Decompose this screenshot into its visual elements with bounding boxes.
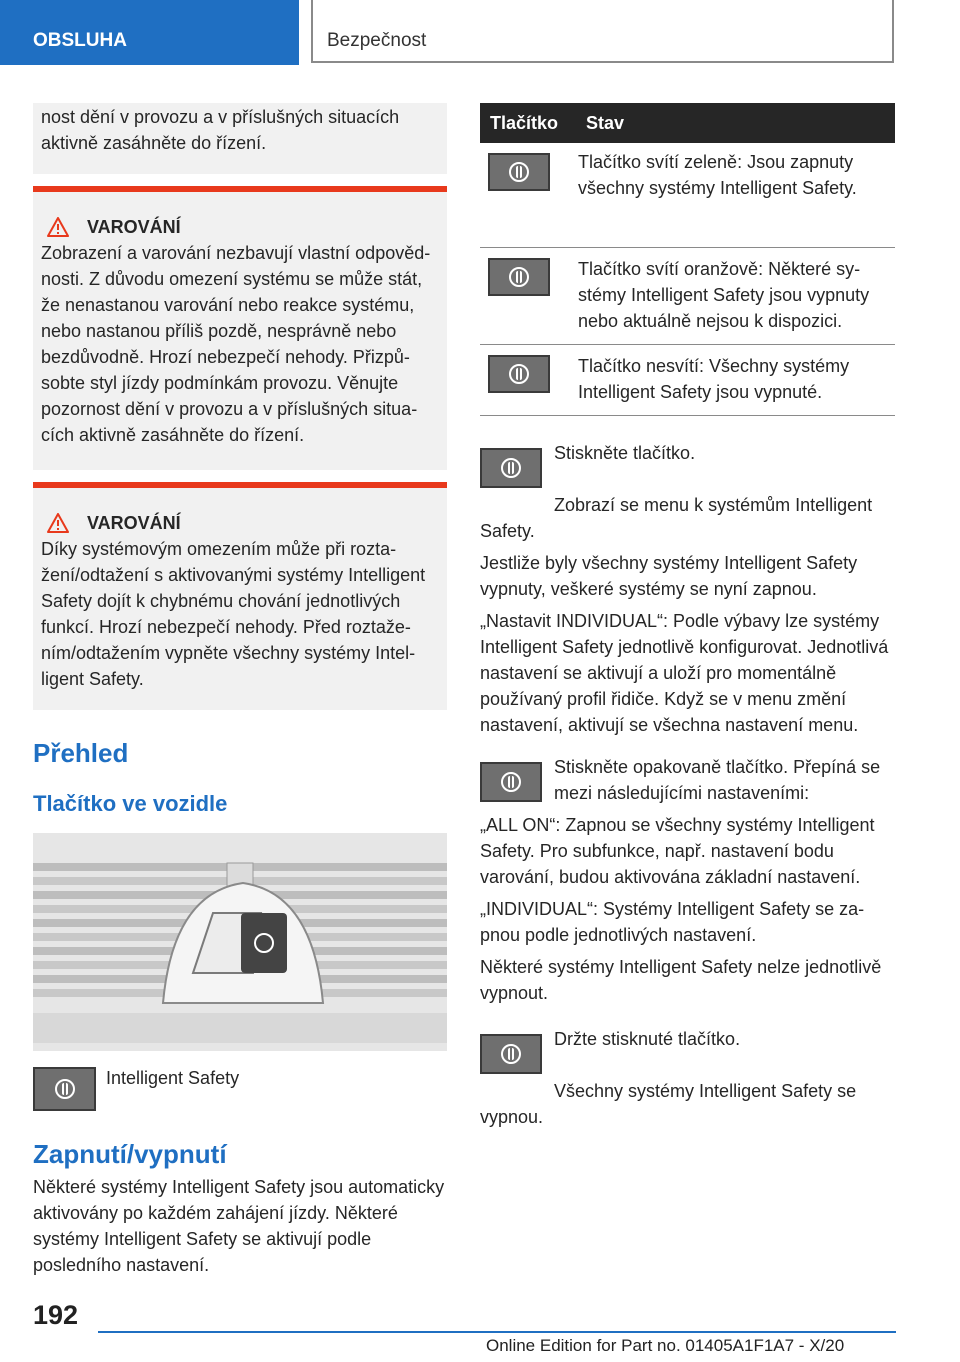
heading-onoff: Zapnutí/vypnutí bbox=[33, 1139, 227, 1169]
intro-text: nost dění v provozu a v příslušných situacích aktivně zasáhněte do řízení. bbox=[41, 107, 400, 153]
page-number: 192 bbox=[33, 1300, 79, 1330]
warning-text-1: Zobrazení a varování nezbavují vlastní odpovědnosti. Z důvodu omezení systému se může stát, že nenastanou varování nebo reakce systému, nebo nastanou příliš pozdě, nesprávně nebo bezdůvodně. Hrozí nebezpečí nehody. Přizpůsobte styl jízdy podmínkám provozu. Věnujte pozornost dění v provozu a v příslušných situacích aktivně zasáhněte do řízení. bbox=[41, 243, 431, 445]
step-1-result: Zobrazí se menu k systémům Intelligent Safety. bbox=[480, 495, 873, 541]
intelligent-safety-icon bbox=[488, 355, 550, 393]
footer-edition: Online Edition for Part no. 01405A1F1A7 - X/20 bbox=[486, 1336, 845, 1355]
table-row bbox=[480, 248, 895, 345]
section-tab bbox=[0, 0, 299, 65]
icon-caption: Intelligent Safety bbox=[106, 1068, 240, 1088]
vehicle-button-photo bbox=[33, 833, 447, 1051]
warning-title-1: VAROVÁNÍ bbox=[41, 214, 439, 240]
topic-label: Bezpečnost bbox=[327, 30, 427, 51]
heading-overview: Přehled bbox=[33, 738, 129, 768]
heading-button: Tlačítko ve vozidle bbox=[33, 791, 228, 816]
step-1-text: Stiskněte tlačítko. bbox=[554, 443, 696, 463]
onoff-text: Některé systémy Intelligent Safety jsou automaticky aktivovány po každém zahájení jízdy. Některé systémy Intelligent Safety se aktivují podle posledního nastavení. bbox=[33, 1177, 445, 1275]
table-row bbox=[480, 143, 895, 248]
step-3-result: Všechny systémy Intelligent Safety se vypnou. bbox=[480, 1081, 857, 1127]
table-cell-status: Tlačítko svítí zeleně: Jsou zapnuty všechny systémy Intelligent Safety. bbox=[576, 143, 895, 248]
warning-title-2: VAROVÁNÍ bbox=[41, 510, 439, 536]
step-1 bbox=[480, 440, 895, 488]
intelligent-safety-icon bbox=[33, 1067, 96, 1111]
table-header-status: Stav bbox=[576, 103, 895, 143]
table-cell-status: Tlačítko nesvítí: Všechny systémy Intelligent Safety jsou vypnuté. bbox=[576, 345, 895, 416]
warning-triangle-icon bbox=[47, 513, 69, 533]
section-label: OBSLUHA bbox=[33, 30, 127, 51]
step-2 bbox=[480, 754, 895, 806]
intelligent-safety-icon bbox=[480, 762, 542, 802]
intelligent-safety-icon bbox=[480, 1034, 542, 1074]
footer-divider bbox=[98, 1331, 896, 1333]
status-table bbox=[480, 103, 895, 416]
topic-tab bbox=[311, 0, 894, 63]
warning-box-2 bbox=[33, 482, 447, 710]
icon-caption-row bbox=[33, 1067, 447, 1111]
warning-text-2: Díky systémovým omezením může při roztažení/odtažení s aktivovanými systémy Intelligent Safety dojít k chybnému chování jednotlivých funkcí. Hrozí nebezpečí nehody. Před roztažením/odtažením vypněte všechny systémy Intelligent Safety. bbox=[41, 539, 426, 689]
grille-illustration bbox=[33, 833, 447, 1051]
intelligent-safety-icon bbox=[488, 258, 550, 296]
table-header-button: Tlačítko bbox=[480, 103, 576, 143]
warning-triangle-icon bbox=[47, 217, 69, 237]
step-3-text: Držte stisknuté tlačítko. bbox=[554, 1029, 741, 1049]
para-1: Jestliže byly všechny systémy Intelligent Safety vypnuty, veškeré systémy se nyní zapnou. bbox=[480, 553, 858, 599]
intro-box bbox=[33, 103, 447, 174]
intelligent-safety-icon bbox=[488, 153, 550, 191]
left-column bbox=[33, 103, 447, 1278]
right-column bbox=[480, 103, 895, 1130]
para-4: „INDIVIDUAL“: Systémy Intelligent Safety se zapnou podle jednotlivých nastavení. bbox=[480, 899, 865, 945]
table-row bbox=[480, 345, 895, 416]
para-3: „ALL ON“: Zapnou se všechny systémy Intelligent Safety. Pro subfunkce, např. nastavení bodu varování, budou aktivována základní nastavení. bbox=[480, 815, 875, 887]
table-cell-status: Tlačítko svítí oranžově: Některé systémy Intelligent Safety jsou vypnuty nebo aktuálně nejsou k dispozici. bbox=[576, 248, 895, 345]
step-3 bbox=[480, 1026, 895, 1074]
para-5: Některé systémy Intelligent Safety nelze jednotlivě vypnout. bbox=[480, 957, 882, 1003]
step-2-text: Stiskněte opakovaně tlačítko. Přepíná se mezi následujícími nastaveními: bbox=[554, 757, 881, 803]
warning-box-1 bbox=[33, 186, 447, 470]
table-header-row bbox=[480, 103, 895, 143]
intelligent-safety-icon bbox=[480, 448, 542, 488]
para-2: „Nastavit INDIVIDUAL“: Podle výbavy lze systémy Intelligent Safety jednotlivě konfigurovat. Jednotlivá nastavení se aktivují a uloží pro momentálně používaný profil řidiče. Když se v menu změní nastavení, aktivují se všechna nastavení menu. bbox=[480, 611, 889, 735]
